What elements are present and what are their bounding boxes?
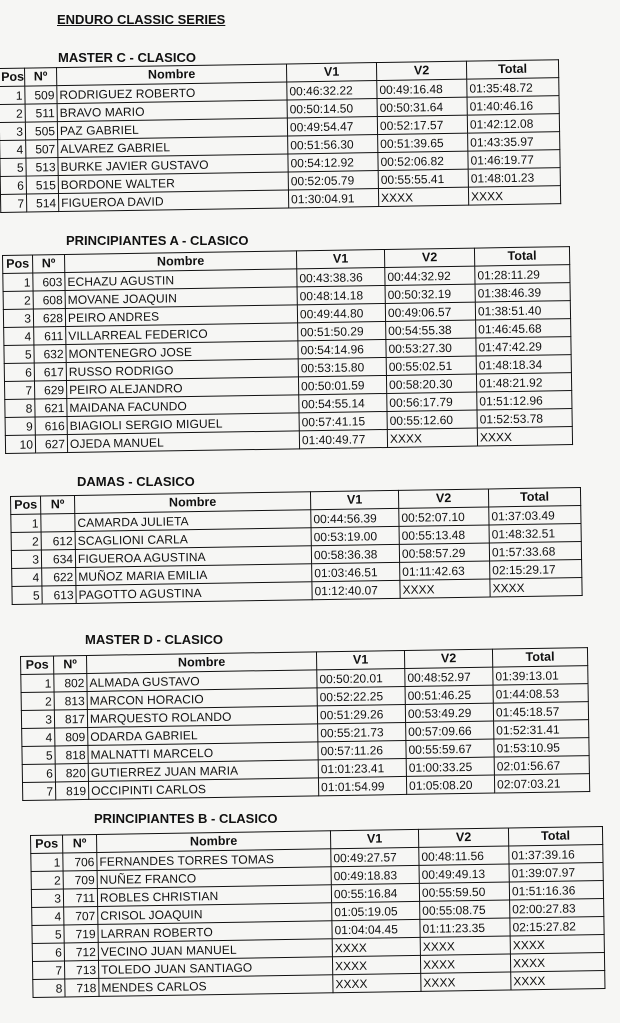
v2-cell: XXXX <box>378 187 468 206</box>
col-num-header: Nº <box>54 655 87 674</box>
number-cell: 611 <box>34 327 66 346</box>
section-title: MASTER D - CLASICO <box>85 632 223 647</box>
total-cell: 02:15:27.82 <box>510 916 604 935</box>
v1-cell: 01:12:40.07 <box>312 580 400 599</box>
total-cell: 01:37:03.49 <box>489 506 581 525</box>
col-total-header: Total <box>474 247 569 266</box>
name-cell: ODARDA GABRIEL <box>88 724 318 746</box>
number-cell: 514 <box>26 194 58 213</box>
pos-cell: 3 <box>31 889 63 908</box>
col-pos-header: Pos <box>31 835 63 854</box>
col-v1-header: V1 <box>330 829 418 848</box>
results-table <box>0 59 561 213</box>
total-cell: XXXX <box>510 934 604 953</box>
total-cell: 01:48:01.23 <box>468 168 560 187</box>
total-cell: 01:51:12.96 <box>477 391 572 410</box>
results-table <box>2 246 573 454</box>
name-cell: MAIDANA FACUNDO <box>67 395 299 417</box>
pos-cell: 6 <box>32 943 64 962</box>
name-cell: MOVANE JOAQUIN <box>65 287 297 309</box>
total-cell: 01:28:11.29 <box>475 265 570 284</box>
v2-cell: 01:11:42.63 <box>400 561 490 580</box>
col-v2-header: V2 <box>404 649 492 668</box>
name-cell: ALMADA GUSTAVO <box>87 670 317 692</box>
v2-cell: 00:55:59.67 <box>406 739 494 758</box>
pos-cell: 9 <box>5 417 35 435</box>
v1-cell: 00:49:54.47 <box>287 117 377 136</box>
total-cell: 02:00:27.83 <box>510 898 604 917</box>
v1-cell: 00:49:27.57 <box>331 847 419 866</box>
v1-cell: 00:46:32.22 <box>287 81 377 100</box>
total-cell: 02:07:03.21 <box>494 774 589 793</box>
col-name-header: Nombre <box>96 831 330 853</box>
col-name-header: Nombre <box>65 251 297 273</box>
results-table <box>20 647 590 801</box>
pos-cell: 2 <box>31 871 63 890</box>
v2-cell: 01:05:08.20 <box>406 775 494 794</box>
col-v1-header: V1 <box>286 63 376 82</box>
v2-cell: 00:50:32.19 <box>385 284 475 303</box>
v2-cell: 00:51:39.65 <box>378 133 468 152</box>
col-v2-header: V2 <box>398 489 488 508</box>
pos-cell: 2 <box>11 532 41 550</box>
total-cell: 01:38:51.40 <box>475 301 570 320</box>
v1-cell: 00:53:15.80 <box>298 357 386 376</box>
v1-cell: 01:01:54.99 <box>318 776 406 795</box>
number-cell: 802 <box>54 673 87 692</box>
number-cell: 632 <box>34 345 66 364</box>
v1-cell: 01:30:04.91 <box>288 189 378 208</box>
pos-cell: 3 <box>21 710 54 729</box>
v2-cell: 00:53:27.30 <box>386 338 476 357</box>
col-total-header: Total <box>488 488 580 507</box>
col-total-header: Total <box>466 60 558 79</box>
pos-cell: 1 <box>3 273 33 291</box>
section-master-c <box>0 50 560 230</box>
name-cell: ROBLES CHRISTIAN <box>97 885 331 907</box>
v2-cell: 01:00:33.25 <box>406 757 494 776</box>
number-cell: 613 <box>42 585 76 604</box>
col-v1-header: V1 <box>316 650 404 669</box>
v1-cell: XXXX <box>333 973 421 992</box>
col-name-header: Nombre <box>86 652 316 674</box>
number-cell: 629 <box>34 381 66 400</box>
col-v1-header: V1 <box>296 249 384 268</box>
col-pos-header: Pos <box>3 255 33 273</box>
number-cell: 707 <box>64 906 98 925</box>
pos-cell: 5 <box>12 586 42 604</box>
v1-cell: 00:49:44.80 <box>297 303 385 322</box>
number-cell: 612 <box>41 531 75 550</box>
name-cell: MENDES CARLOS <box>99 975 333 997</box>
number-cell: 627 <box>35 434 67 453</box>
pos-cell: 3 <box>11 550 41 568</box>
results-table <box>10 487 583 605</box>
v1-cell: 00:48:14.18 <box>297 285 385 304</box>
number-cell: 809 <box>55 727 88 746</box>
total-cell: 01:53:10.95 <box>494 738 589 757</box>
number-cell: 507 <box>26 140 58 159</box>
name-cell: ALVAREZ GABRIEL <box>58 136 288 158</box>
v2-cell: 00:49:16.48 <box>377 79 467 98</box>
col-v1-header: V1 <box>310 490 398 509</box>
section-title: PRINCIPIANTES B - CLASICO <box>94 811 278 826</box>
total-cell: 01:48:32.51 <box>489 524 581 543</box>
total-cell: 01:35:48.72 <box>467 78 559 97</box>
v1-cell: 00:50:01.59 <box>298 375 386 394</box>
name-cell: FERNANDES TORRES TOMAS <box>97 849 331 871</box>
v2-cell: 00:58:57.29 <box>399 543 489 562</box>
results-table <box>30 826 605 998</box>
v1-cell: 00:54:14.96 <box>298 339 386 358</box>
col-num-header: Nº <box>25 68 57 87</box>
total-cell: XXXX <box>510 952 604 971</box>
v2-cell: 00:58:20.30 <box>386 374 476 393</box>
col-pos-header: Pos <box>21 656 54 675</box>
total-cell: 01:52:53.78 <box>477 409 572 428</box>
pos-cell: 10 <box>5 435 35 453</box>
v1-cell: 00:54:55.14 <box>299 393 387 412</box>
total-cell: 01:42:12.08 <box>467 114 559 133</box>
v1-cell: 00:55:16.84 <box>331 883 419 902</box>
name-cell: PEIRO ALEJANDRO <box>66 377 298 399</box>
section-damas <box>0 474 582 614</box>
v2-cell: 00:53:49.29 <box>405 703 493 722</box>
v1-cell: 00:52:22.25 <box>317 686 405 705</box>
v2-cell: 00:54:55.38 <box>386 320 476 339</box>
v1-cell: 00:57:11.26 <box>318 740 406 759</box>
number-cell: 817 <box>54 709 87 728</box>
v2-cell: XXXX <box>420 936 510 955</box>
total-cell: 01:51:16.36 <box>509 881 603 900</box>
total-cell: XXXX <box>511 970 605 989</box>
v1-cell: 00:50:14.50 <box>287 99 377 118</box>
v2-cell: 00:48:52.97 <box>405 667 493 686</box>
pos-cell: 2 <box>0 104 25 122</box>
pos-cell: 3 <box>0 122 26 140</box>
v2-cell: XXXX <box>420 954 510 973</box>
name-cell: SCAGLIONI CARLA <box>75 528 311 550</box>
name-cell: TOLEDO JUAN SANTIAGO <box>98 957 332 979</box>
pos-cell: 3 <box>3 309 33 327</box>
name-cell: MONTENEGRO JOSE <box>66 341 298 363</box>
number-cell: 628 <box>33 309 65 328</box>
name-cell: NUÑEZ FRANCO <box>97 867 331 889</box>
number-cell: 515 <box>26 176 58 195</box>
v2-cell: 00:57:09.66 <box>406 721 494 740</box>
pos-cell: 7 <box>32 961 64 980</box>
pos-cell: 4 <box>22 728 55 747</box>
number-cell: 818 <box>55 745 88 764</box>
number-cell: 621 <box>35 399 67 418</box>
total-cell: 01:48:21.92 <box>476 373 571 392</box>
v1-cell: 01:01:23.41 <box>318 758 406 777</box>
document-title: ENDURO CLASSIC SERIES <box>57 12 226 27</box>
number-cell: 712 <box>64 942 98 961</box>
pos-cell: 1 <box>31 853 63 872</box>
number-cell: 513 <box>26 158 58 177</box>
name-cell: BIAGIOLI SERGIO MIGUEL <box>67 413 299 435</box>
v1-cell: 00:51:56.30 <box>288 135 378 154</box>
total-cell: XXXX <box>477 427 572 446</box>
col-v2-header: V2 <box>384 248 474 267</box>
total-cell: 01:47:42.29 <box>476 337 571 356</box>
number-cell: 622 <box>42 567 76 586</box>
v2-cell: XXXX <box>387 428 477 447</box>
pos-cell: 2 <box>21 692 54 711</box>
number-cell: 509 <box>25 86 57 105</box>
section-title: MASTER C - CLASICO <box>58 50 196 65</box>
total-cell: 01:52:31.41 <box>494 720 589 739</box>
name-cell: GUTIERREZ JUAN MARIA <box>88 760 318 782</box>
number-cell: 617 <box>34 363 66 382</box>
number-cell: 819 <box>55 781 88 800</box>
number-cell: 608 <box>33 291 65 310</box>
number-cell: 709 <box>63 870 97 889</box>
col-v2-header: V2 <box>376 61 466 80</box>
total-cell: 01:39:07.97 <box>509 863 603 882</box>
v1-cell: 01:40:49.77 <box>299 429 387 448</box>
v1-cell: 00:51:50.29 <box>298 321 386 340</box>
pos-cell: 8 <box>33 979 65 998</box>
section-principiantes-b <box>0 811 610 1011</box>
v2-cell: XXXX <box>421 972 511 991</box>
name-cell: FIGUEROA AGUSTINA <box>75 546 311 568</box>
name-cell: VECINO JUAN MANUEL <box>98 939 332 961</box>
total-cell: XXXX <box>490 578 582 597</box>
number-cell: 603 <box>33 273 65 292</box>
v1-cell: 00:53:19.00 <box>311 526 399 545</box>
total-cell: 02:01:56.67 <box>494 756 589 775</box>
name-cell: BRAVO MARIO <box>57 100 287 122</box>
number-cell <box>41 513 75 532</box>
col-v2-header: V2 <box>418 828 508 847</box>
v1-cell: 00:55:21.73 <box>318 722 406 741</box>
total-cell: 01:46:19.77 <box>468 150 560 169</box>
pos-cell: 6 <box>22 764 55 783</box>
v1-cell: 01:05:19.05 <box>332 901 420 920</box>
section-master-d <box>0 632 600 802</box>
v1-cell: 00:57:41.15 <box>299 411 387 430</box>
name-cell: CRISOL JOAQUIN <box>98 903 332 925</box>
number-cell: 706 <box>63 852 97 871</box>
col-total-header: Total <box>492 648 587 667</box>
v1-cell: 01:04:04.45 <box>332 919 420 938</box>
v2-cell: 00:52:07.10 <box>399 507 489 526</box>
number-cell: 711 <box>63 888 97 907</box>
name-cell: MARCON HORACIO <box>87 688 317 710</box>
pos-cell: 4 <box>4 327 34 345</box>
v1-cell: 00:44:56.39 <box>311 508 399 527</box>
total-cell: 02:15:29.17 <box>490 560 582 579</box>
name-cell: OCCIPINTI CARLOS <box>88 778 318 800</box>
name-cell: PAZ GABRIEL <box>57 118 287 140</box>
col-name-header: Nombre <box>57 64 287 86</box>
section-title: PRINCIPIANTES A - CLASICO <box>66 233 249 248</box>
name-cell: MALNATTI MARCELO <box>88 742 318 764</box>
v2-cell: 00:55:13.48 <box>399 525 489 544</box>
pos-cell: 6 <box>0 176 26 194</box>
name-cell: PEIRO ANDRES <box>65 305 297 327</box>
number-cell: 505 <box>25 122 57 141</box>
v2-cell: 01:11:23.35 <box>420 918 510 937</box>
name-cell: MUÑOZ MARIA EMILIA <box>76 564 312 586</box>
v2-cell: XXXX <box>400 579 490 598</box>
pos-cell: 1 <box>21 674 54 693</box>
total-cell: XXXX <box>468 186 560 205</box>
number-cell: 813 <box>54 691 87 710</box>
v2-cell: 00:55:02.51 <box>386 356 476 375</box>
pos-cell: 5 <box>4 345 34 363</box>
v2-cell: 00:52:06.82 <box>378 151 468 170</box>
number-cell: 511 <box>25 104 57 123</box>
name-cell: PAGOTTO AGUSTINA <box>76 582 312 604</box>
pos-cell: 4 <box>0 140 26 158</box>
v1-cell: 00:43:38.36 <box>297 267 385 286</box>
v1-cell: XXXX <box>332 937 420 956</box>
v2-cell: 00:55:55.41 <box>378 169 468 188</box>
pos-cell: 7 <box>4 381 34 399</box>
col-num-header: Nº <box>63 834 97 853</box>
v2-cell: 00:49:06.57 <box>385 302 475 321</box>
pos-cell: 8 <box>5 399 35 417</box>
col-num-header: Nº <box>41 495 75 514</box>
number-cell: 616 <box>35 416 67 435</box>
name-cell: MARQUESTO ROLANDO <box>87 706 317 728</box>
pos-cell: 4 <box>12 568 42 586</box>
name-cell: RODRIGUEZ ROBERTO <box>57 82 287 104</box>
v1-cell: 00:49:18.83 <box>331 865 419 884</box>
v2-cell: 00:49:49.13 <box>419 864 509 883</box>
v2-cell: 00:55:59.50 <box>419 882 509 901</box>
pos-cell: 6 <box>4 363 34 381</box>
v2-cell: 00:55:12.60 <box>387 410 477 429</box>
total-cell: 01:45:18.57 <box>493 702 588 721</box>
number-cell: 634 <box>41 549 75 568</box>
v1-cell: 00:54:12.92 <box>288 153 378 172</box>
total-cell: 01:39:13.01 <box>493 666 588 685</box>
col-name-header: Nombre <box>74 492 310 514</box>
pos-cell: 5 <box>32 925 64 944</box>
v1-cell: 00:52:05.79 <box>288 171 378 190</box>
pos-cell: 1 <box>0 86 25 104</box>
v2-cell: 00:55:08.75 <box>420 900 510 919</box>
name-cell: ECHAZU AGUSTIN <box>65 269 297 291</box>
name-cell: FIGUEROA DAVID <box>58 190 288 212</box>
pos-cell: 7 <box>0 194 26 212</box>
v1-cell: 00:51:29.26 <box>317 704 405 723</box>
v1-cell: 01:03:46.51 <box>312 562 400 581</box>
total-cell: 01:40:46.16 <box>467 96 559 115</box>
name-cell: BURKE JAVIER GUSTAVO <box>58 154 288 176</box>
v2-cell: 00:44:32.92 <box>385 266 475 285</box>
col-pos-header: Pos <box>0 68 25 86</box>
v2-cell: 00:56:17.79 <box>387 392 477 411</box>
total-cell: 01:46:45.68 <box>476 319 571 338</box>
number-cell: 820 <box>55 763 88 782</box>
col-num-header: Nº <box>33 255 65 274</box>
total-cell: 01:57:33.68 <box>489 542 581 561</box>
total-cell: 01:44:08.53 <box>493 684 588 703</box>
name-cell: OJEDA MANUEL <box>67 431 299 453</box>
v2-cell: 00:52:17.57 <box>377 115 467 134</box>
pos-cell: 5 <box>0 158 26 176</box>
total-cell: 01:37:39.16 <box>509 845 603 864</box>
name-cell: BORDONE WALTER <box>58 172 288 194</box>
total-cell: 01:43:35.97 <box>468 132 560 151</box>
pos-cell: 4 <box>32 907 64 926</box>
pos-cell: 7 <box>22 782 55 801</box>
col-pos-header: Pos <box>11 496 41 514</box>
total-cell: 01:48:18.34 <box>476 355 571 374</box>
pos-cell: 1 <box>11 514 41 532</box>
pos-cell: 2 <box>3 291 33 309</box>
name-cell: CAMARDA JULIETA <box>75 510 311 532</box>
number-cell: 718 <box>65 978 99 997</box>
v2-cell: 00:48:11.56 <box>419 846 509 865</box>
v2-cell: 00:50:31.64 <box>377 97 467 116</box>
v1-cell: 00:58:36.38 <box>311 544 399 563</box>
number-cell: 713 <box>64 960 98 979</box>
v2-cell: 00:51:46.25 <box>405 685 493 704</box>
section-principiantes-a <box>0 233 570 463</box>
name-cell: LARRAN ROBERTO <box>98 921 332 943</box>
col-total-header: Total <box>508 827 602 846</box>
pos-cell: 5 <box>22 746 55 765</box>
name-cell: RUSSO RODRIGO <box>66 359 298 381</box>
number-cell: 719 <box>64 924 98 943</box>
name-cell: VILLARREAL FEDERICO <box>66 323 298 345</box>
total-cell: 01:38:46.39 <box>475 283 570 302</box>
v1-cell: 00:50:20.01 <box>317 668 405 687</box>
v1-cell: XXXX <box>332 955 420 974</box>
section-title: DAMAS - CLASICO <box>77 474 195 489</box>
